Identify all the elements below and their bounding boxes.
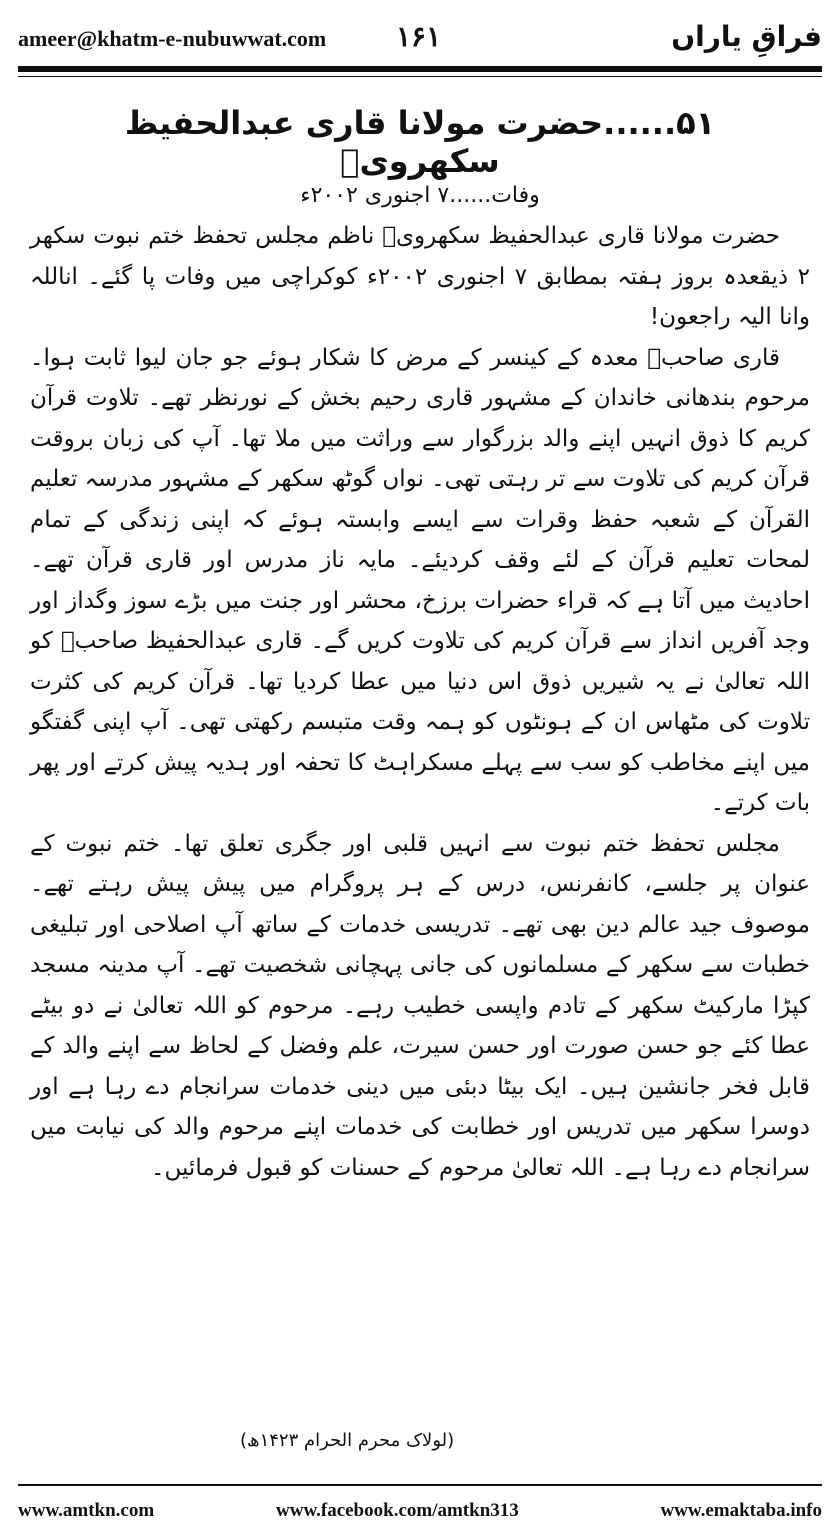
page-header	[18, 18, 822, 58]
death-date-line: وفات......۷ اجنوری ۲۰۰۲ء	[300, 183, 540, 208]
footer-rule	[18, 1484, 822, 1486]
header-rule-thin	[18, 76, 822, 77]
paragraph: مجلس تحفظ ختم نبوت سے انہیں قلبی اور جگری تعلق تھا۔ ختم نبوت کے عنوان پر جلسے، کانفرنس، درس کے ہر پروگرام میں پیش پیش رہتے تھے۔ موصوف جید عالم دین بھی تھے۔ تدریسی خدمات کے ساتھ آپ اصلاحی اور تبلیغی خطبات سے سکھر کے مسلمانوں کی جانی پہچانی شخصیت تھے۔ آپ مدینہ مسجد کپڑا مارکیٹ سکھر کے تادم واپسی خطیب رہے۔ مرحوم کو اللہ تعالیٰ نے دو بیٹے عطا کئے جو حسن صورت اور حسن سیرت، علم وفضل کے لحاظ سے اپنے والد کے قابل فخر جانشین ہیں۔ ایک بیٹا دبئی میں دینی خدمات سرانجام دے رہا ہے اور دوسرا سکھر میں تدریس اور خطابت کی خدمات اپنے مرحوم والد کی نیابت میں سرانجام دے رہا ہے۔ اللہ تعالیٰ مرحوم کے حسنات کو قبول فرمائیں۔	[30, 830, 810, 1181]
chapter-title: ۵۱......حضرت مولانا قاری عبدالحفیظ سکھرویؒ	[124, 104, 716, 180]
source-citation: (لولاک محرم الحرام ۱۴۲۳ھ)	[240, 1430, 455, 1451]
header-email[interactable]: ameer@khatm-e-nubuwwat.com	[18, 26, 327, 51]
footer-link-amtkn[interactable]: www.amtkn.com	[18, 1500, 155, 1521]
paragraph: حضرت مولانا قاری عبدالحفیظ سکھرویؒ ناظم مجلس تحفظ ختم نبوت سکھر ۲ ذیقعدہ بروز ہفتہ بمطابق ۷ اجنوری ۲۰۰۲ء کوکراچی میں وفات پا گئے۔ اناللہ وانا الیہ راجعون!	[30, 223, 810, 330]
paragraph: قاری صاحبؒ معدہ کے کینسر کے مرض کا شکار ہوئے جو جان لیوا ثابت ہوا۔ مرحوم بندھانی خاندان کے مشہور قاری رحیم بخش کے نورنظر تھے۔ تلاوت قرآن کریم کا ذوق انہیں اپنے والد بزرگوار سے وراثت میں ملا تھا۔ آپ کی زبان بروقت قرآن کریم کی تلاوت سے تر رہتی تھی۔ نواں گوٹھ سکھر کے مشہور مدرسہ تعلیم القرآن کے شعبہ حفظ وقرات سے ایسے وابستہ ہوئے کہ اپنی زندگی کے تمام لمحات تعلیم قرآن کے لئے وقف کردیئے۔ مایہ ناز مدرس اور قاری قرآن تھے۔ احادیث میں آتا ہے کہ قراء حضرات برزخ، محشر اور جنت میں بڑے سوز وگداز اور وجد آفریں انداز سے قرآن کریم کی تلاوت کریں گے۔ قاری عبدالحفیظ صاحبؒ کو اللہ تعالیٰ نے یہ شیریں ذوق اس دنیا میں عطا کردیا تھا۔ قرآن کریم کی کثرت تلاوت کی مٹھاس ان کے ہونٹوں کو ہمہ وقت متبسم رکھتی تھی۔ آپ اپنی گفتگو میں اپنے مخاطب کو سب سے پہلے مسکراہٹ کا تحفہ اور ہدیہ پیش کرتے اور پھر بات کرتے۔	[30, 344, 810, 816]
header-rule-thick	[18, 66, 822, 72]
page-footer	[18, 1500, 822, 1528]
book-title: فراقِ یاراں	[671, 20, 822, 53]
article-body	[30, 216, 810, 1188]
footer-link-emaktaba[interactable]: www.emaktaba.info	[660, 1500, 822, 1521]
footer-link-facebook[interactable]: www.facebook.com/amtkn313	[276, 1500, 519, 1521]
page-number: ۱۶۱	[396, 20, 442, 53]
